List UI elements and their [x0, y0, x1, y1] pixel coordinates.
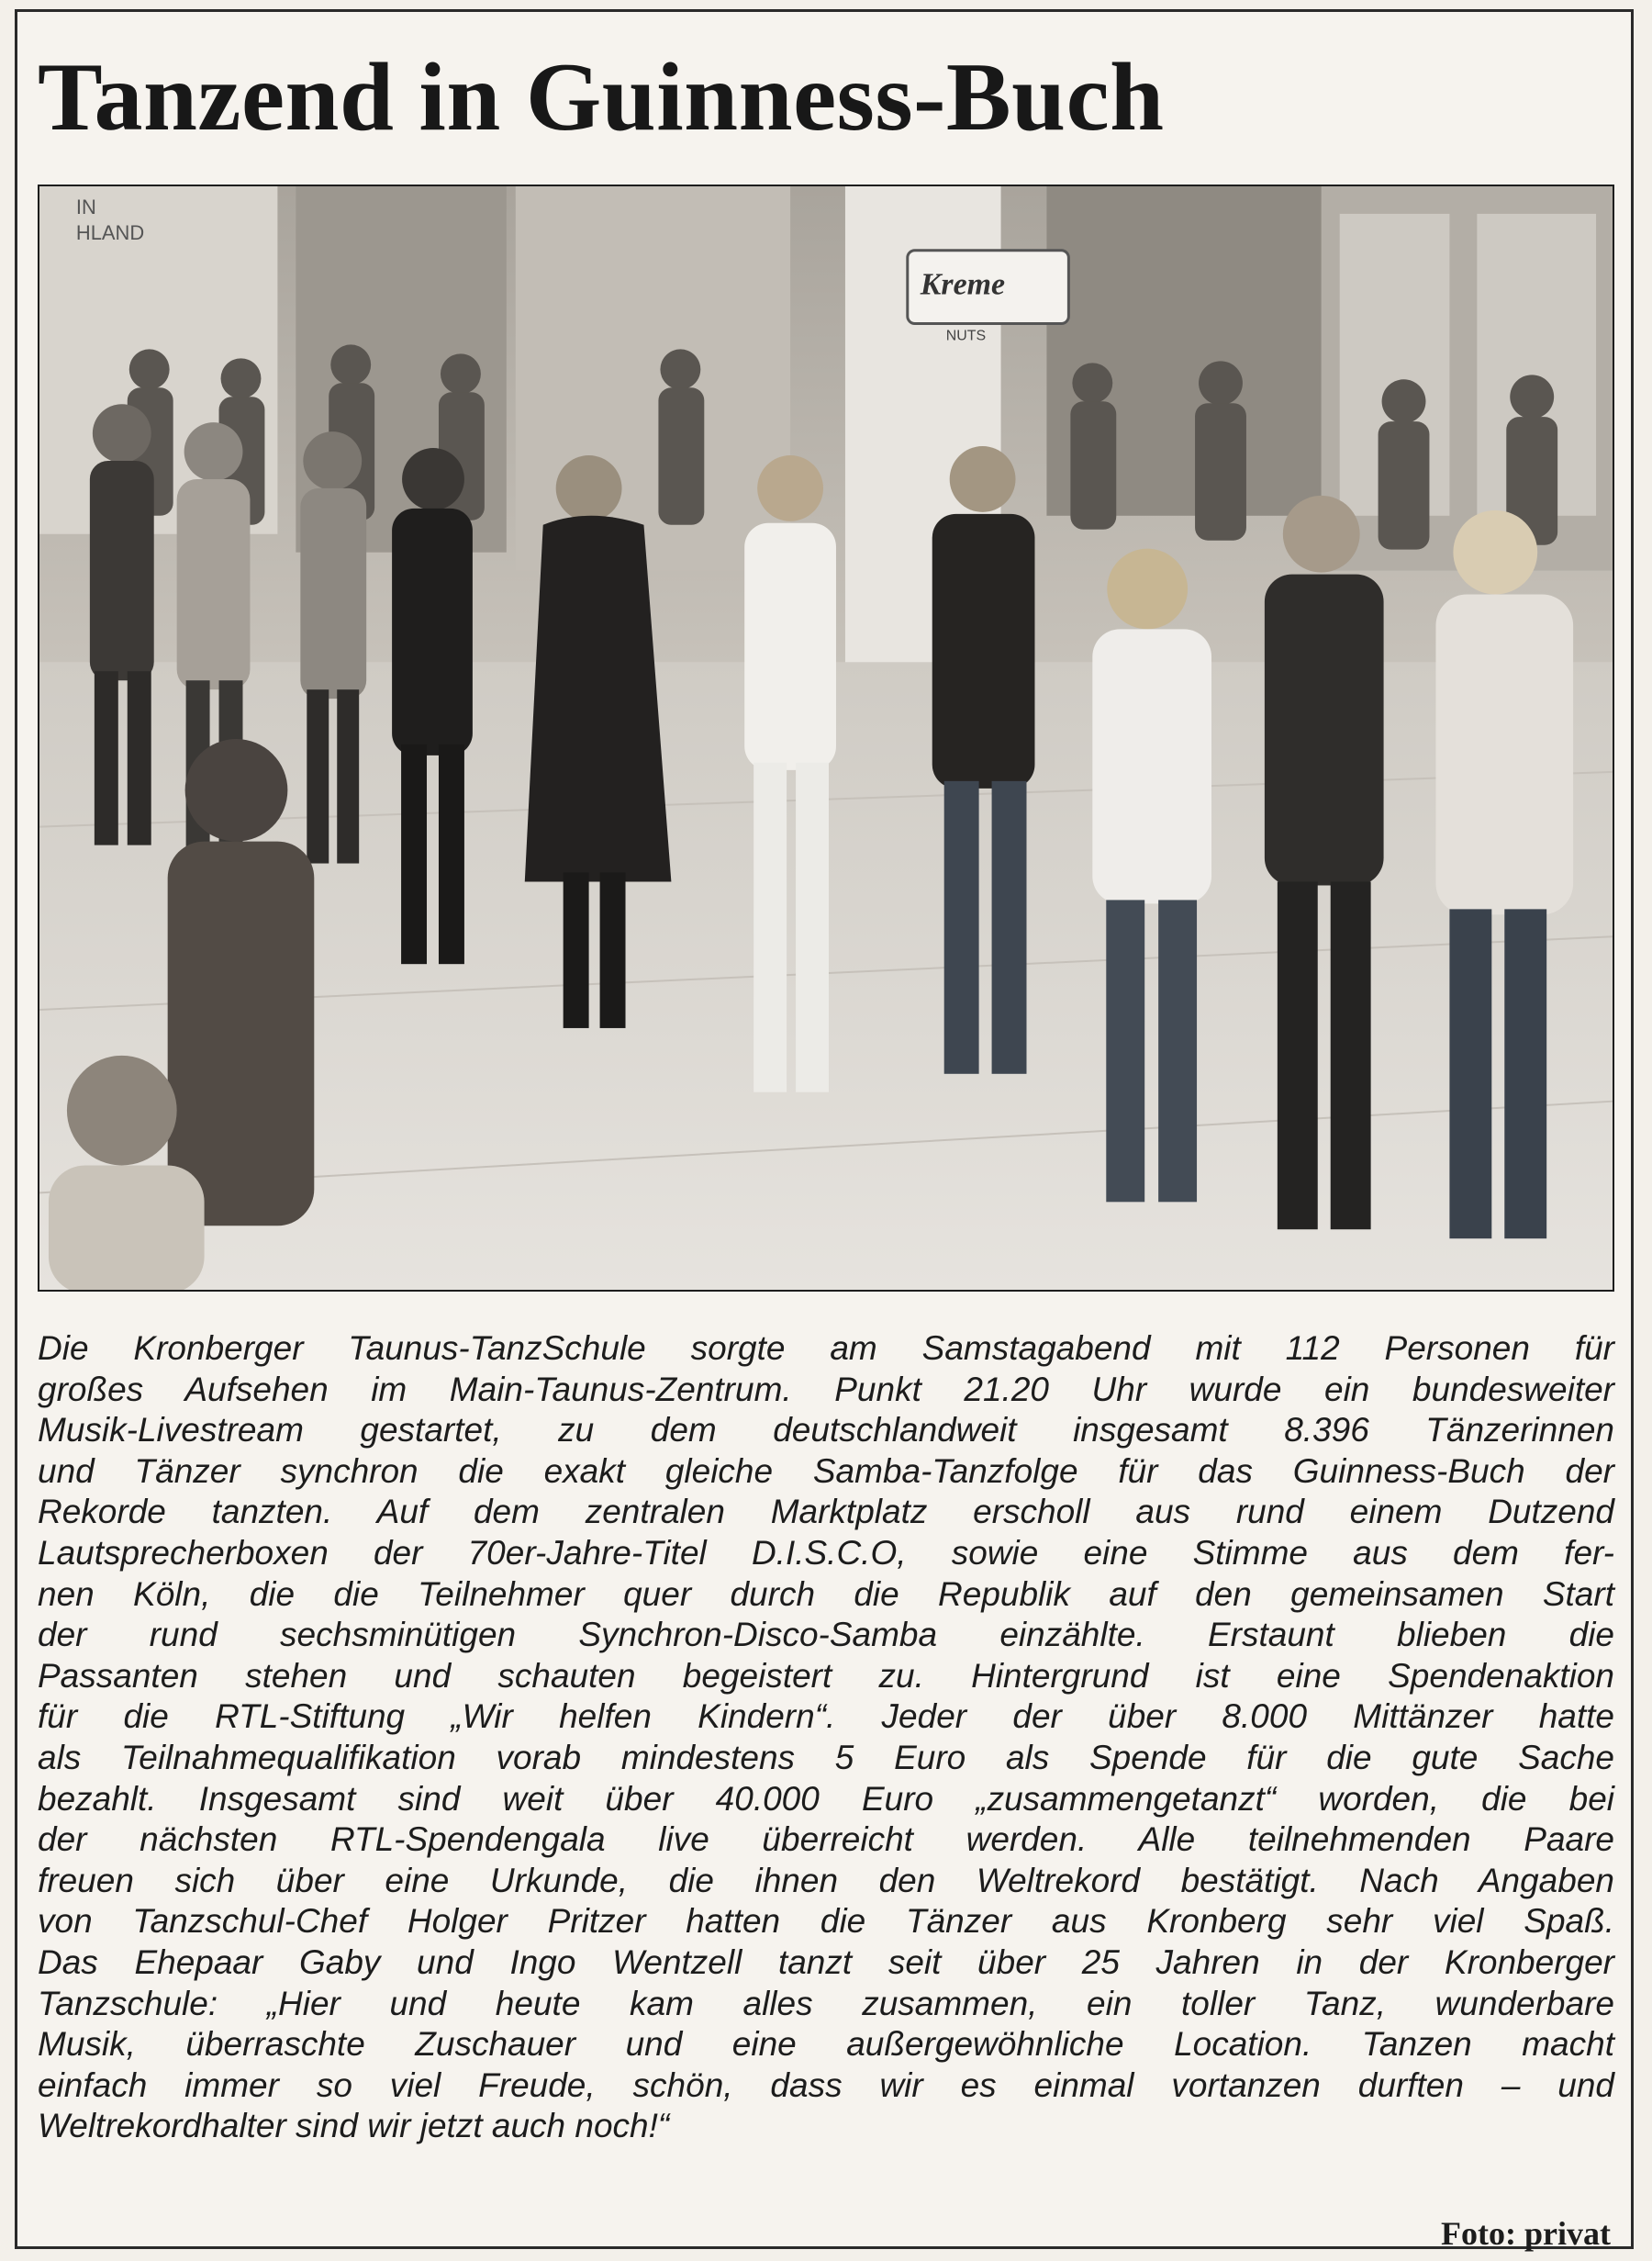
caption-line: einfach immer so viel Freude, schön, dass wir es einmal vortanzen durften – und [38, 2065, 1614, 2104]
photo-credit: Foto: privat [1441, 2215, 1611, 2252]
caption-line: Musik-Livestream gestartet, zu dem deutschlandweit insgesamt 8.396 Tänzerinnen [38, 1411, 1614, 1450]
photo-illustration [39, 186, 1613, 1290]
caption-line: für die RTL-Stiftung „Wir helfen Kindern“. Jeder der über 8.000 Mittänzer hatte [38, 1697, 1614, 1736]
caption-line: Die Kronberger Taunus-TanzSchule sorgte am Samstagabend mit 112 Personen für [38, 1329, 1614, 1367]
caption-line: der nächsten RTL-Spendengala live überreicht werden. Alle teilnehmenden Paare [38, 1820, 1614, 1859]
newspaper-clipping [15, 9, 1634, 2252]
kreme-sign-text: Kreme [920, 267, 1006, 302]
caption-line: und Tänzer synchron die exakt gleiche Samba-Tanzfolge für das Guinness-Buch der [38, 1451, 1614, 1490]
caption-line: als Teilnahmequalifikation vorab mindestens 5 Euro als Spende für die gute Sache [38, 1738, 1614, 1776]
shop-window-middle [516, 186, 790, 571]
shop-sign-text-2: HLAND [75, 220, 145, 244]
article-photo [38, 185, 1614, 1292]
headline: Tanzend in Guinness-Buch [38, 43, 1165, 151]
caption-line: nen Köln, die die Teilnehmer quer durch die Republik auf den gemeinsamen Start [38, 1574, 1614, 1613]
article-caption [38, 1328, 1614, 2147]
shop-sign-text-1: IN [75, 195, 96, 218]
caption-line: Rekorde tanzten. Auf dem zentralen Marktplatz erscholl aus rund einem Dutzend [38, 1493, 1614, 1531]
kreme-sign-subtext: NUTS [945, 328, 987, 344]
caption-line: Lautsprecherboxen der 70er-Jahre-Titel D.I.S.C.O, sowie eine Stimme aus dem fer- [38, 1533, 1614, 1572]
caption-line: Weltrekordhalter sind wir jetzt auch noch!“ [38, 2107, 670, 2145]
caption-line: Passanten stehen und schauten begeistert zu. Hintergrund ist eine Spendenaktion [38, 1656, 1614, 1695]
caption-line: Das Ehepaar Gaby und Ingo Wentzell tanzt seit über 25 Jahren in der Kronberger [38, 1942, 1614, 1981]
caption-line: von Tanzschul-Chef Holger Pritzer hatten die Tänzer aus Kronberg sehr viel Spaß. [38, 1902, 1614, 1941]
caption-line: Tanzschule: „Hier und heute kam alles zusammen, ein toller Tanz, wunderbare [38, 1984, 1614, 2022]
caption-line: großes Aufsehen im Main-Taunus-Zentrum. Punkt 21.20 Uhr wurde ein bundesweiter [38, 1370, 1614, 1408]
caption-line: bezahlt. Insgesamt sind weit über 40.000 Euro „zusammengetanzt“ worden, die bei [38, 1779, 1614, 1818]
caption-line: Musik, überraschte Zuschauer und eine außergewöhnliche Location. Tanzen macht [38, 2025, 1614, 2064]
caption-line: freuen sich über eine Urkunde, die ihnen den Weltrekord bestätigt. Nach Angaben [38, 1861, 1614, 1899]
caption-line: der rund sechsminütigen Synchron-Disco-Samba einzählte. Erstaunt blieben die [38, 1616, 1614, 1654]
